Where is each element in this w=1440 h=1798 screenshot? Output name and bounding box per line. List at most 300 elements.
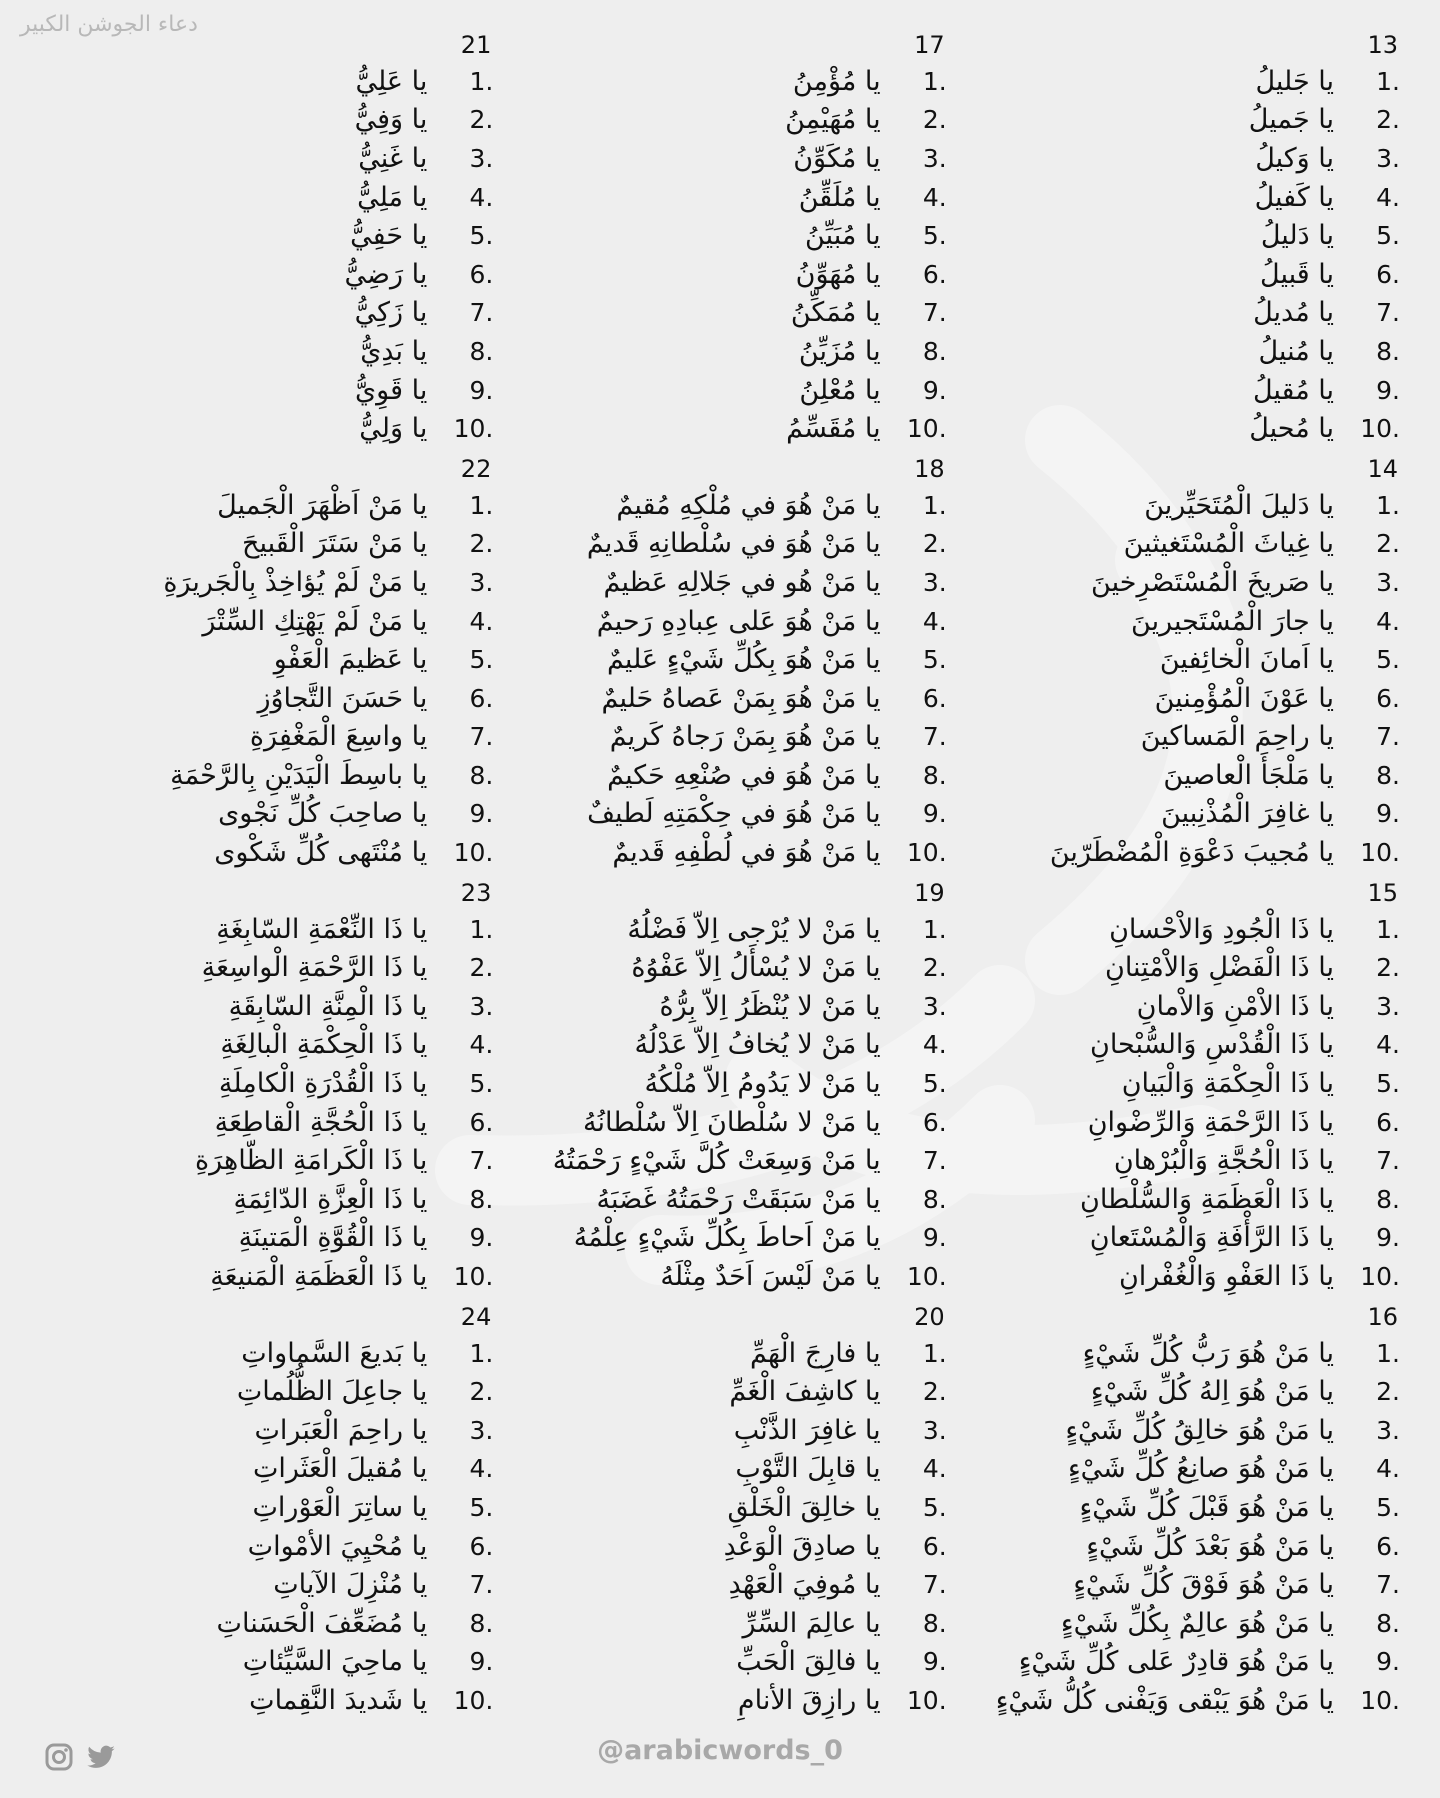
dua-item-text: يا مُوفِيَ الْعَهْدِ [728, 1569, 881, 1601]
dua-item [533, 1681, 946, 1720]
dua-item-text: يا صَريخَ الْمُسْتَصْرِخينَ [1091, 566, 1334, 598]
dua-item-number: 2. [1376, 529, 1400, 559]
dua-section [987, 876, 1400, 1296]
dua-item [80, 294, 493, 333]
dua-item [80, 371, 493, 410]
dua-item [987, 409, 1400, 448]
dua-item [80, 910, 493, 949]
dua-item-text: يا مُحْيِيَ الأمْواتِ [247, 1530, 428, 1562]
dua-item [987, 486, 1400, 525]
dua-item-text: يا ذَا الْقُدْرَةِ الْكامِلَةِ [218, 1068, 428, 1100]
dua-item [987, 1565, 1400, 1604]
dua-item-number: 6. [922, 1107, 947, 1137]
dua-item-number: 4. [922, 606, 947, 636]
dua-item [80, 602, 493, 641]
dua-item-text: يا مَنْ لا يُرْجى اِلاّ فَضْلُهُ [627, 913, 881, 945]
dua-item-number: 5. [469, 645, 494, 675]
dua-item [987, 640, 1400, 679]
dua-item-number: 4. [469, 1454, 494, 1484]
dua-item-text: يا مَنْ لَمْ يَهْتِكِ السِّتْرَ [202, 605, 428, 637]
section-number: 16 [1367, 1302, 1398, 1331]
dua-item [987, 1026, 1400, 1065]
dua-item-text: يا مَنْ لا يَدُومُ اِلاّ مُلْكُهُ [644, 1068, 881, 1100]
dua-item-number: 10. [906, 838, 947, 868]
dua-item [80, 1604, 493, 1643]
dua-item-number: 10. [1360, 1262, 1400, 1292]
dua-item [533, 178, 946, 217]
dua-item-number: 2. [1376, 1377, 1400, 1407]
dua-item-text: يا ذَا الْعَظَمَةِ وَالسُّلْطانِ [1080, 1183, 1334, 1215]
dua-item-text: يا مُهَيْمِنُ [785, 104, 881, 136]
dua-item-number: 5. [469, 221, 494, 251]
dua-item [80, 1643, 493, 1682]
dua-item-text: يا مَلِيُّ [357, 181, 428, 213]
dua-item [987, 756, 1400, 795]
dua-item-number: 5. [469, 1492, 494, 1522]
dua-item-text: يا ساتِرَ الْعَوْراتِ [252, 1491, 428, 1523]
dua-item-text: يا مُؤْمِنُ [792, 65, 881, 97]
dua-item-number: 6. [922, 259, 947, 289]
dua-item [533, 1064, 946, 1103]
dua-item [533, 563, 946, 602]
dua-item-number: 6. [922, 683, 947, 713]
dua-item [80, 1103, 493, 1142]
dua-item-number: 8. [1376, 336, 1400, 366]
dua-item-text: يا ذَا الْجُودِ وَالاْحْسانِ [1109, 913, 1334, 945]
dua-item-text: يا دَليلَ الْمُتَحَيِّرينَ [1144, 489, 1334, 521]
dua-item-text: يا مَنْ هُوَ بِمَنْ عَصاهُ حَليمٌ [601, 682, 881, 714]
dua-item-text: يا ذَا الْحُجَّةِ الْقاطِعَةِ [214, 1106, 428, 1138]
dua-item-number: 1. [469, 1338, 494, 1368]
dua-item-text: يا جَليلُ [1255, 65, 1334, 97]
dua-item [533, 1450, 946, 1489]
dua-item-text: يا مَلْجَأَ الْعاصينَ [1163, 759, 1334, 791]
dua-item [533, 718, 946, 757]
dua-item [987, 1488, 1400, 1527]
dua-item-text: يا حَفِيُّ [350, 220, 428, 252]
dua-item-text: يا مَنْ هُوَ خالِقُ كُلِّ شَيْءٍ [1065, 1414, 1334, 1446]
dua-item [80, 62, 493, 101]
dua-item-number: 3. [922, 1415, 947, 1445]
dua-item [80, 948, 493, 987]
dua-item-number: 9. [922, 799, 947, 829]
dua-item-number: 5. [1376, 645, 1400, 675]
dua-item-text: يا غَنِيُّ [358, 142, 428, 174]
dua-item-text: يا عَوْنَ الْمُؤْمِنينَ [1154, 682, 1334, 714]
dua-item [80, 1334, 493, 1373]
dua-item-text: يا مَنْ هُوَ بِمَنْ رَجاهُ كَريمٌ [609, 721, 881, 753]
dua-item [987, 332, 1400, 371]
dua-item-number: 8. [922, 760, 947, 790]
section-number: 21 [460, 31, 492, 59]
dua-item-text: يا مَنْ سَبَقَتْ رَحْمَتُهُ غَضَبَهُ [596, 1183, 881, 1215]
dua-item [80, 1450, 493, 1489]
dua-item-number: 3. [922, 143, 947, 173]
dua-item-number: 5. [1376, 1069, 1400, 1099]
dua-item [987, 563, 1400, 602]
dua-item-number: 9. [469, 375, 494, 405]
dua-item [533, 62, 946, 101]
dua-item-number: 6. [1376, 1531, 1400, 1561]
dua-item [533, 1411, 946, 1450]
section-number: 18 [914, 454, 945, 483]
dua-item [987, 948, 1400, 987]
dua-item-text: يا مَنْ لَيْسَ اَحَدٌ مِثْلَهُ [660, 1261, 881, 1293]
dua-item [987, 910, 1400, 949]
dua-item-number: 2. [1376, 105, 1400, 135]
section-number: 22 [460, 454, 492, 483]
dua-item-number: 4. [1376, 182, 1400, 212]
dua-item-text: يا مَنْ هُوَ في صُنْعِهِ حَكيمٌ [607, 759, 881, 791]
dua-item-text: يا مَنْ اَحاطَ بِكُلِّ شَيْءٍ عِلْمُهُ [573, 1222, 881, 1254]
dua-item-number: 3. [922, 567, 947, 597]
dua-item-number: 1. [1376, 66, 1400, 96]
dua-item-number: 6. [469, 259, 494, 289]
dua-item-number: 7. [922, 722, 947, 752]
dua-item-text: يا مُبَيِّنُ [805, 220, 881, 252]
dua-item [987, 139, 1400, 178]
dua-item [533, 1527, 946, 1566]
dua-item-number: 1. [469, 66, 494, 96]
dua-item [533, 1604, 946, 1643]
dua-item [80, 718, 493, 757]
dua-item-text: يا غافِرَ الذَّنْبِ [733, 1414, 881, 1446]
dua-item-number: 1. [922, 1338, 947, 1368]
dua-item [80, 987, 493, 1026]
dua-item [533, 987, 946, 1026]
dua-item-text: يا قابِلَ التَّوْبِ [735, 1453, 881, 1485]
dua-item-text: يا بَديعَ السَّماواتِ [241, 1337, 428, 1369]
dua-item-text: يا ذَا الرَّحْمَةِ وَالرِّضْوانِ [1087, 1106, 1334, 1138]
dua-item-number: 3. [1376, 143, 1400, 173]
dua-item-text: يا رَضِيُّ [344, 258, 428, 290]
dua-item [80, 563, 493, 602]
dua-item-text: يا مُنْتَهى كُلِّ شَكْوى [214, 837, 428, 869]
dua-column [987, 28, 1400, 1718]
dua-item-number: 10. [453, 1685, 494, 1715]
dua-item-number: 7. [1376, 1146, 1400, 1176]
dua-item-number: 2. [922, 1377, 947, 1407]
dua-item-number: 8. [1376, 760, 1400, 790]
dua-section [80, 452, 493, 872]
dua-item [533, 948, 946, 987]
dua-item [533, 833, 946, 872]
dua-item [987, 1604, 1400, 1643]
dua-item-text: يا عالِمَ السِّرِّ [742, 1607, 881, 1639]
dua-item-text: يا مَنْ هُوَ في لُطْفِهِ قَديمٌ [612, 837, 881, 869]
dua-item-text: يا ذَا الْقُدْسِ وَالسُّبْحانِ [1089, 1029, 1334, 1061]
instagram-icon[interactable] [44, 1742, 74, 1772]
dua-item-text: يا ذَا الْعَظَمَةِ الْمَنيعَةِ [210, 1261, 428, 1293]
dua-item [533, 409, 946, 448]
dua-column [533, 28, 946, 1718]
dua-item [80, 525, 493, 564]
dua-column [80, 28, 493, 1718]
dua-item-number: 6. [1376, 259, 1400, 289]
dua-item-number: 2. [469, 105, 494, 135]
dua-item-text: يا ذَا الْمِنَّةِ السّابِقَةِ [228, 990, 428, 1022]
dua-item [987, 178, 1400, 217]
dua-item-text: يا فالِقَ الْحَبِّ [736, 1646, 881, 1678]
dua-item [533, 255, 946, 294]
dua-item-number: 8. [922, 1608, 947, 1638]
dua-item-number: 3. [1376, 991, 1400, 1021]
dua-item-text: يا مَنْ هُوَ عَلى عِبادِهِ رَحيمٌ [596, 605, 881, 637]
dua-item-number: 2. [469, 529, 494, 559]
dua-item-number: 9. [1376, 375, 1400, 405]
dua-item [987, 1257, 1400, 1296]
dua-item [80, 409, 493, 448]
dua-item-text: يا ذَا الرَّحْمَةِ الْواسِعَةِ [201, 952, 428, 984]
dua-item [80, 1257, 493, 1296]
dua-item-text: يا كاشِفَ الْغَمِّ [729, 1376, 881, 1408]
dua-item-number: 3. [469, 567, 494, 597]
dua-item-text: يا ذَا الْحِكْمَةِ الْبالِغَةِ [220, 1029, 428, 1061]
dua-item [80, 1527, 493, 1566]
dua-item [80, 178, 493, 217]
dua-item [533, 679, 946, 718]
dua-item [533, 1334, 946, 1373]
dua-item-number: 3. [1376, 567, 1400, 597]
dua-item-number: 2. [469, 953, 494, 983]
dua-item-number: 2. [922, 953, 947, 983]
dua-item-text: يا قَبيلُ [1260, 258, 1334, 290]
dua-item-number: 3. [922, 991, 947, 1021]
dua-item-text: يا مُقَسِّمُ [786, 413, 881, 445]
dua-item-number: 10. [906, 414, 947, 444]
dua-item-text: يا مَنْ هُوَ بَعْدَ كُلِّ شَيْءٍ [1086, 1530, 1334, 1562]
section-number: 19 [914, 878, 945, 907]
dua-item [80, 332, 493, 371]
dua-section [80, 1300, 493, 1720]
dua-item-text: يا غافِرَ الْمُذْنِبينَ [1161, 798, 1334, 830]
dua-item-number: 4. [1376, 1030, 1400, 1060]
dua-item-number: 7. [469, 298, 494, 328]
dua-item-number: 8. [922, 336, 947, 366]
dua-item [533, 101, 946, 140]
dua-item [987, 101, 1400, 140]
dua-item-number: 2. [922, 105, 947, 135]
dua-item-text: يا مَنْ هُو في جَلالِهِ عَظيمٌ [603, 566, 881, 598]
dua-item-number: 6. [922, 1531, 947, 1561]
dua-item [987, 1219, 1400, 1258]
dua-item-text: يا ذَا الْفَضْلِ وَالاْمْتِنانِ [1104, 952, 1334, 984]
dua-item [987, 216, 1400, 255]
dua-item-number: 4. [469, 606, 494, 636]
dua-item [987, 1643, 1400, 1682]
dua-item [987, 833, 1400, 872]
dua-item-number: 9. [922, 375, 947, 405]
dua-item-number: 4. [469, 1030, 494, 1060]
dua-item [80, 101, 493, 140]
dua-item-text: يا مُديلُ [1253, 297, 1334, 329]
dua-item-text: يا مَنْ هُوَ في حِكْمَتِهِ لَطيفٌ [587, 798, 881, 830]
dua-item-number: 4. [922, 182, 947, 212]
dua-item-number: 5. [1376, 221, 1400, 251]
dua-item-text: يا مُقيلُ [1252, 374, 1334, 406]
dua-item-number: 9. [922, 1647, 947, 1677]
dua-item-text: يا مُمَكِّنُ [790, 297, 881, 329]
dua-item-number: 8. [1376, 1608, 1400, 1638]
dua-item-text: يا مَنْ هُوَ عالِمٌ بِكُلِّ شَيْءٍ [1060, 1607, 1334, 1639]
dua-item-text: يا مُهَوِّنُ [795, 258, 881, 290]
dua-item-text: يا مَنْ هُوَ صانِعُ كُلِّ شَيْءٍ [1067, 1453, 1334, 1485]
dua-item-number: 10. [1360, 838, 1400, 868]
dua-item-number: 5. [1376, 1492, 1400, 1522]
dua-item-text: يا مُعْلِنُ [799, 374, 881, 406]
dua-item [987, 1372, 1400, 1411]
dua-item [80, 1681, 493, 1720]
dua-item [987, 602, 1400, 641]
dua-item [80, 139, 493, 178]
dua-item-text: يا مُضَعِّفَ الْحَسَناتِ [216, 1607, 428, 1639]
section-number: 23 [460, 878, 492, 907]
dua-item-text: يا مُحيلُ [1249, 413, 1334, 445]
dua-item-text: يا مُقيلَ الْعَثَراتِ [253, 1453, 428, 1485]
dua-item-text: يا عَظيمَ الْعَفْوِ [273, 644, 428, 676]
dua-item-number: 7. [469, 722, 494, 752]
dua-item-text: يا ماحِيَ السَّيِّئاتِ [242, 1646, 428, 1678]
dua-item-number: 10. [453, 838, 494, 868]
dua-item-number: 9. [469, 1223, 494, 1253]
dua-item [533, 1219, 946, 1258]
dua-item-text: يا غِياثَ الْمُسْتَغيثينَ [1123, 528, 1334, 560]
dua-item [987, 679, 1400, 718]
dua-item-text: يا قَوِيُّ [355, 374, 428, 406]
dua-item-number: 4. [922, 1030, 947, 1060]
dua-item-text: يا وَكيلُ [1255, 142, 1334, 174]
dua-item [533, 1643, 946, 1682]
dua-item-text: يا مُكَوِّنُ [793, 142, 881, 174]
dua-section [987, 452, 1400, 872]
dua-item-text: يا مَنْ هُوَ رَبُّ كُلِّ شَيْءٍ [1082, 1337, 1334, 1369]
dua-section [533, 1300, 946, 1720]
dua-item-number: 3. [469, 143, 494, 173]
dua-item [80, 1064, 493, 1103]
dua-item [987, 1527, 1400, 1566]
dua-item-number: 7. [922, 298, 947, 328]
dua-item-number: 3. [1376, 1415, 1400, 1445]
dua-item-text: يا فارِجَ الْهَمِّ [750, 1337, 881, 1369]
dua-item [533, 1257, 946, 1296]
dua-item [987, 795, 1400, 834]
dua-item [987, 1141, 1400, 1180]
dua-item-number: 5. [922, 1069, 947, 1099]
social-links [44, 1742, 116, 1772]
dua-item-number: 4. [922, 1454, 947, 1484]
dua-item-number: 9. [922, 1223, 947, 1253]
dua-item-number: 7. [922, 1146, 947, 1176]
dua-item [80, 679, 493, 718]
dua-item-number: 5. [469, 1069, 494, 1099]
dua-item [987, 1064, 1400, 1103]
dua-item-text: يا ذَا الْقُوَّةِ الْمَتينَةِ [238, 1222, 428, 1254]
dua-section [987, 28, 1400, 448]
dua-item-number: 9. [1376, 799, 1400, 829]
dua-item-text: يا ذَا الْحُجَّةِ وَالْبُرْهانِ [1113, 1145, 1334, 1177]
dua-item [533, 756, 946, 795]
dua-item-text: يا راحِمَ الْمَساكينَ [1140, 721, 1334, 753]
dua-item [80, 1488, 493, 1527]
dua-item-text: يا حَسَنَ التَّجاوُزِ [257, 682, 428, 714]
dua-item-text: يا مَنْ هُوَ في مُلْكِهِ مُقيمٌ [616, 489, 881, 521]
dua-section [80, 876, 493, 1296]
dua-item-number: 8. [1376, 1184, 1400, 1214]
dua-item [533, 216, 946, 255]
dua-item [80, 1141, 493, 1180]
dua-item-text: يا مَنْ هُوَ بِكُلِّ شَيْءٍ عَليمٌ [606, 644, 881, 676]
dua-item [987, 1180, 1400, 1219]
dua-item [533, 1103, 946, 1142]
dua-item-text: يا مَنْ سَتَرَ الْقَبيحَ [242, 528, 428, 560]
dua-item-number: 8. [922, 1184, 947, 1214]
dua-item-text: يا راحِمَ الْعَبَراتِ [254, 1414, 428, 1446]
dua-item [987, 62, 1400, 101]
dua-item-text: يا مَنْ وَسِعَتْ كُلَّ شَيْءٍ رَحْمَتُهُ [552, 1145, 881, 1177]
dua-item-text: يا ذَا الْحِكْمَةِ وَالْبَيانِ [1121, 1068, 1334, 1100]
twitter-icon[interactable] [86, 1742, 116, 1772]
dua-item [533, 1026, 946, 1065]
dua-item [987, 987, 1400, 1026]
dua-item-text: يا مُلَقِّنُ [798, 181, 881, 213]
dua-item [533, 525, 946, 564]
dua-item [533, 139, 946, 178]
dua-item-number: 8. [469, 336, 494, 366]
dua-item-text: يا خالِقَ الْخَلْقِ [727, 1491, 881, 1523]
dua-item [80, 756, 493, 795]
dua-item-number: 4. [469, 182, 494, 212]
dua-item-number: 1. [469, 490, 494, 520]
dua-item-number: 7. [1376, 298, 1400, 328]
dua-item [80, 1026, 493, 1065]
dua-item-text: يا ذَا النِّعْمَةِ السّابِغَةِ [216, 913, 428, 945]
dua-item-number: 10. [1360, 1685, 1400, 1715]
dua-item-number: 10. [1360, 414, 1400, 444]
dua-item [80, 255, 493, 294]
dua-item [987, 371, 1400, 410]
dua-item-text: يا ذَا الْكَرامَةِ الظّاهِرَةِ [194, 1145, 428, 1177]
dua-item-text: يا وَفِيُّ [354, 104, 428, 136]
dua-item-text: يا مَنْ هُوَ فَوْقَ كُلِّ شَيْءٍ [1073, 1569, 1334, 1601]
dua-section [80, 28, 493, 448]
dua-item-number: 1. [1376, 1338, 1400, 1368]
footer-handle[interactable]: @arabicwords_0 [597, 1735, 843, 1766]
dua-item-number: 2. [1376, 953, 1400, 983]
dua-item-text: يا ذَا الْعِزَّةِ الدّائِمَةِ [233, 1183, 428, 1215]
dua-item-text: يا مَنْ اَظْهَرَ الْجَميلَ [217, 489, 428, 521]
dua-item [80, 1565, 493, 1604]
dua-item [533, 332, 946, 371]
dua-item-number: 6. [469, 1531, 494, 1561]
dua-item-text: يا واسِعَ الْمَغْفِرَةِ [249, 721, 428, 753]
section-number: 13 [1367, 31, 1398, 59]
dua-item-text: يا ذَا الرَّأْفَةِ وَالْمُسْتَعانِ [1089, 1222, 1334, 1254]
dua-item-number: 7. [469, 1570, 494, 1600]
dua-item-text: يا جارَ الْمُسْتَجيرينَ [1131, 605, 1334, 637]
section-number: 14 [1367, 454, 1398, 483]
dua-item-number: 1. [922, 66, 947, 96]
dua-item-number: 6. [1376, 1107, 1400, 1137]
dua-item [987, 1103, 1400, 1142]
dua-item-number: 9. [469, 1647, 494, 1677]
dua-section [987, 1300, 1400, 1720]
dua-item-number: 1. [1376, 490, 1400, 520]
dua-item-number: 2. [922, 529, 947, 559]
dua-item-number: 4. [1376, 606, 1400, 636]
dua-item-text: يا جاعِلَ الظُّلُماتِ [236, 1376, 428, 1408]
dua-item-text: يا مَنْ هُوَ قَبْلَ كُلِّ شَيْءٍ [1079, 1491, 1334, 1523]
dua-item [987, 255, 1400, 294]
